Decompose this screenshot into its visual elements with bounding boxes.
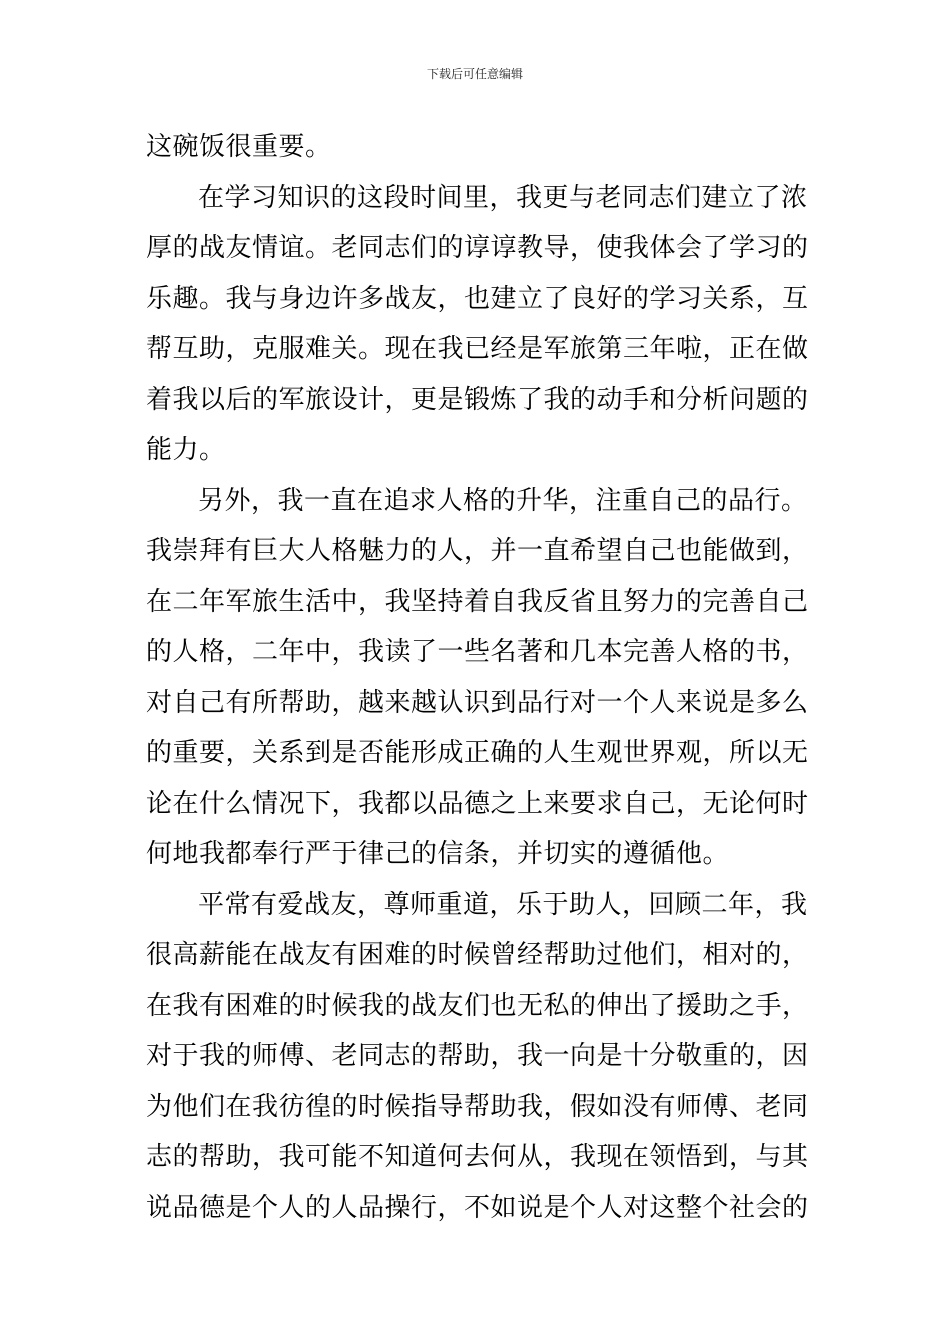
text-line: 帮互助，克服难关。现在我已经是军旅第三年啦，正在做 [146, 334, 809, 364]
text-line: 论在什么情况下，我都以品德之上来要求自己，无论何时 [146, 788, 809, 819]
text-line: 厚的战友情谊。老同志们的谆谆教导，使我体会了学习的 [146, 233, 809, 263]
text-line: 的人格，二年中，我读了一些名著和几本完善人格的书， [146, 637, 809, 667]
text-line: 对自己有所帮助，越来越认识到品行对一个人来说是多么 [146, 687, 809, 718]
text-line: 对于我的师傅、老同志的帮助，我一向是十分敬重的，因 [146, 1041, 809, 1071]
text-line: 志的帮助，我可能不知道何去何从，我现在领悟到，与其 [146, 1142, 809, 1172]
text-line: 着我以后的军旅设计，更是锻炼了我的动手和分析问题的 [146, 384, 809, 415]
text-line: 说品德是个人的人品操行，不如说是个人对这整个社会的 [146, 1192, 809, 1223]
paragraph-first-line: 平常有爱战友，尊师重道，乐于助人，回顾二年，我 [198, 889, 808, 920]
text-line: 为他们在我彷徨的时候指导帮助我，假如没有师傅、老同 [146, 1091, 809, 1122]
paragraph-first-line: 另外，我一直在追求人格的升华，注重自己的品行。 [198, 485, 808, 516]
text-line: 很高薪能在战友有困难的时候曾经帮助过他们，相对的， [146, 940, 809, 970]
text-line: 我崇拜有巨大人格魅力的人，并一直希望自己也能做到， [146, 536, 809, 566]
text-line: 在我有困难的时候我的战友们也无私的伸出了援助之手， [146, 990, 809, 1021]
text-line: 这碗饭很重要。 [146, 132, 332, 162]
paragraph-first-line: 在学习知识的这段时间里，我更与老同志们建立了浓 [198, 182, 808, 213]
text-line: 的重要，关系到是否能形成正确的人生观世界观，所以无 [146, 738, 809, 768]
text-line: 在二年军旅生活中，我坚持着自我反省且努力的完善自己 [146, 586, 809, 617]
document-body [146, 122, 808, 1233]
text-line: 能力。 [146, 435, 226, 465]
page-header: 下载后可任意编辑 [426, 67, 523, 81]
text-line: 乐趣。我与身边许多战友，也建立了良好的学习关系，互 [146, 283, 809, 314]
text-line: 何地我都奉行严于律己的信条，并切实的遵循他。 [146, 839, 730, 869]
